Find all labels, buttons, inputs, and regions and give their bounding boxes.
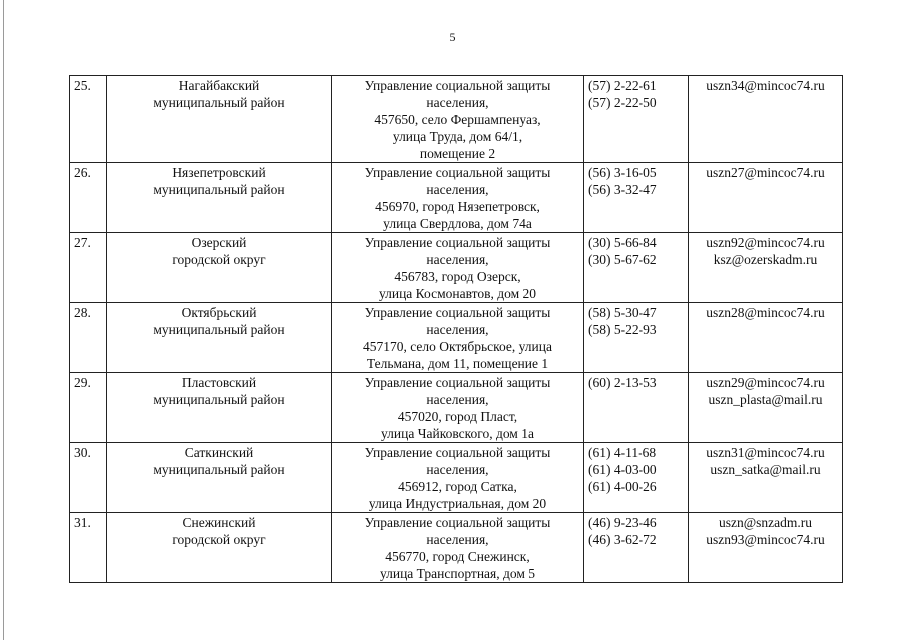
phone-number: (61) 4-11-68 (588, 445, 657, 460)
address-line: 457020, город Пласт, (397, 409, 518, 424)
email-cell (689, 76, 843, 163)
table-row (70, 373, 843, 443)
address-line: улица Космонавтов, дом 20 (378, 286, 537, 301)
district-cell (107, 76, 332, 163)
phone-number: (30) 5-66-84 (588, 235, 657, 250)
district-name-line: Озерский (191, 235, 247, 250)
row-number: 30. (70, 443, 107, 513)
address-cell (332, 513, 584, 583)
email-address: uszn27@mincoc74.ru (706, 165, 825, 180)
address-line: Тельмана, дом 11, помещение 1 (366, 356, 549, 371)
address-line: улица Труда, дом 64/1, (392, 129, 523, 144)
email-address: uszn93@mincoc74.ru (706, 532, 825, 547)
address-line: улица Чайковского, дом 1а (381, 426, 534, 441)
phone-cell (584, 443, 689, 513)
address-line: 456970, город Нязепетровск, (375, 199, 540, 214)
district-cell (107, 373, 332, 443)
address-line: 456770, город Снежинск, (385, 549, 530, 564)
address-cell (332, 373, 584, 443)
phone-number: (30) 5-67-62 (588, 252, 657, 267)
district-cell (107, 513, 332, 583)
table-row (70, 303, 843, 373)
row-number: 25. (70, 76, 107, 163)
phone-number: (61) 4-03-00 (588, 462, 657, 477)
address-line: помещение 2 (419, 146, 496, 161)
district-name-line: муниципальный район (153, 322, 285, 337)
district-cell (107, 233, 332, 303)
district-name-line: Октябрьский (181, 305, 257, 320)
table-row (70, 443, 843, 513)
address-line: населения, (426, 392, 489, 407)
phone-cell (584, 163, 689, 233)
table-row (70, 513, 843, 583)
phone-number: (57) 2-22-50 (588, 95, 657, 110)
row-number: 29. (70, 373, 107, 443)
phone-cell (584, 233, 689, 303)
phone-number: (46) 3-62-72 (588, 532, 657, 547)
district-cell (107, 163, 332, 233)
table-row (70, 163, 843, 233)
phone-number: (58) 5-22-93 (588, 322, 657, 337)
phone-number: (57) 2-22-61 (588, 78, 657, 93)
district-name-line: Саткинский (184, 445, 254, 460)
phone-number: (58) 5-30-47 (588, 305, 657, 320)
district-name-line: муниципальный район (153, 182, 285, 197)
phone-cell (584, 303, 689, 373)
district-name-line: Пластовский (181, 375, 257, 390)
district-cell (107, 443, 332, 513)
row-number: 26. (70, 163, 107, 233)
row-number: 28. (70, 303, 107, 373)
email-address: uszn29@mincoc74.ru (706, 375, 825, 390)
phone-number: (56) 3-32-47 (588, 182, 657, 197)
address-line: Управление социальной защиты (364, 235, 551, 250)
district-name-line: Нязепетровский (172, 165, 266, 180)
email-address: uszn31@mincoc74.ru (706, 445, 825, 460)
address-line: 457650, село Фершампенуаз, (374, 112, 541, 127)
social-protection-table (69, 75, 843, 583)
email-address: ksz@ozerskadm.ru (713, 252, 818, 267)
email-cell (689, 233, 843, 303)
address-line: Управление социальной защиты (364, 375, 551, 390)
address-line: Управление социальной защиты (364, 305, 551, 320)
table-body (70, 76, 843, 583)
address-line: Управление социальной защиты (364, 515, 551, 530)
address-line: 456912, город Сатка, (398, 479, 517, 494)
address-line: Управление социальной защиты (364, 445, 551, 460)
address-line: населения, (426, 252, 489, 267)
address-cell (332, 163, 584, 233)
phone-cell (584, 513, 689, 583)
phone-number: (56) 3-16-05 (588, 165, 657, 180)
email-cell (689, 443, 843, 513)
email-cell (689, 303, 843, 373)
address-line: 456783, город Озерск, (394, 269, 521, 284)
district-name-line: муниципальный район (153, 462, 285, 477)
address-line: населения, (426, 462, 489, 477)
email-address: uszn28@mincoc74.ru (706, 305, 825, 320)
email-address: uszn@snzadm.ru (718, 515, 813, 530)
email-address: uszn34@mincoc74.ru (706, 78, 825, 93)
phone-cell (584, 76, 689, 163)
phone-number: (46) 9-23-46 (588, 515, 657, 530)
email-cell (689, 373, 843, 443)
page-left-edge (3, 0, 4, 640)
district-name-line: муниципальный район (153, 392, 285, 407)
email-cell (689, 163, 843, 233)
phone-cell (584, 373, 689, 443)
address-line: улица Индустриальная, дом 20 (368, 496, 547, 511)
email-address: uszn_satka@mail.ru (710, 462, 821, 477)
phone-number: (61) 4-00-26 (588, 479, 657, 494)
district-name-line: Нагайбакский (178, 78, 260, 93)
table-row (70, 76, 843, 163)
address-line: Управление социальной защиты (364, 165, 551, 180)
address-line: населения, (426, 182, 489, 197)
address-cell (332, 233, 584, 303)
district-name-line: муниципальный район (153, 95, 285, 110)
district-cell (107, 303, 332, 373)
address-cell (332, 443, 584, 513)
page-number: 5 (449, 30, 456, 44)
address-line: населения, (426, 532, 489, 547)
address-line: Управление социальной защиты (364, 78, 551, 93)
row-number: 27. (70, 233, 107, 303)
address-cell (332, 303, 584, 373)
email-address: uszn_plasta@mail.ru (708, 392, 823, 407)
email-cell (689, 513, 843, 583)
district-name-line: Снежинский (182, 515, 256, 530)
phone-number: (60) 2-13-53 (588, 375, 657, 390)
table-row (70, 233, 843, 303)
address-line: 457170, село Октябрьское, улица (363, 339, 552, 354)
address-line: улица Свердлова, дом 74а (383, 216, 532, 231)
email-address: uszn92@mincoc74.ru (706, 235, 825, 250)
address-line: улица Транспортная, дом 5 (379, 566, 536, 581)
district-name-line: городской округ (172, 252, 266, 267)
address-line: населения, (426, 95, 489, 110)
row-number: 31. (70, 513, 107, 583)
address-line: населения, (426, 322, 489, 337)
address-cell (332, 76, 584, 163)
district-name-line: городской округ (172, 532, 266, 547)
